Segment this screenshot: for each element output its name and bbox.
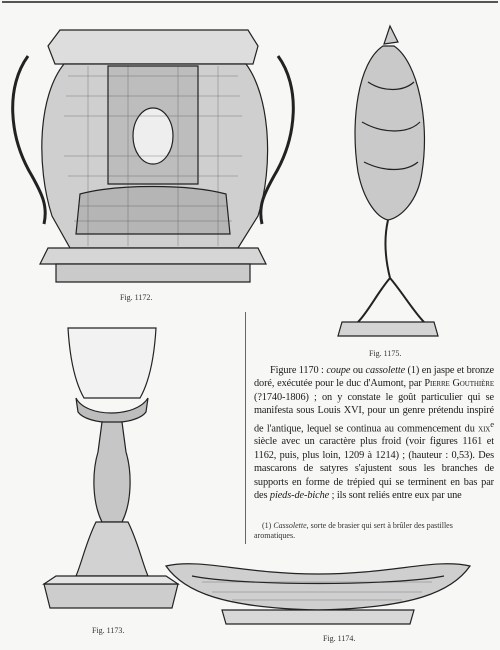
text-run: Figure 1170 : [270, 365, 327, 376]
text-run: (?1740-1806) ; on y constate le goût particulier qui se manifesta sous Louis XVI, pour un genre prétendu inspiré de l'antique, lequel se continua au commencement du [254, 391, 494, 435]
text-run: siècle avec un caractère plus froid (voir figures 1161 et 1162, puis, plus loin, 1209 à 1214) ; (hauteur : 0,53). Des mascarons de satyres s'ajustent sous les branches de supports en forme de trépied qui se terminent en bas par des [254, 436, 494, 502]
paragraph-1170 [254, 364, 494, 502]
text-run: ; ils sont reliés entre eux par une [329, 490, 462, 502]
figure-1172-caption: Fig. 1172. [120, 293, 153, 302]
top-rule [2, 1, 498, 3]
figure-1173-caption: Fig. 1173. [92, 626, 125, 635]
century-numeral: xix [478, 423, 491, 435]
footnote-text: , sorte de brasier qui sert à brûler des pastilles aromatiques. [254, 521, 453, 540]
footnote-term: Cassolette [273, 521, 307, 530]
figure-1174-caption: Fig. 1174. [323, 634, 356, 643]
figure-1175-shell-vase [328, 22, 448, 344]
body-text [254, 364, 494, 502]
footnote [254, 521, 494, 540]
text-run: ou [350, 365, 366, 376]
century-suffix: e [490, 418, 494, 429]
text-run: (1) en jaspe et bronze doré, exécutée pour le duc d'Aumont, par [254, 365, 495, 390]
term-pieds-de-biche: pieds-de-biche [269, 490, 330, 502]
term-coupe: coupe [326, 365, 351, 376]
figure-1174-boat-dish [162, 552, 474, 634]
column-divider [245, 312, 246, 544]
author-name: Pierre Gouthière [424, 378, 494, 390]
term-cassolette: cassolette [365, 365, 406, 376]
figure-1175-caption: Fig. 1175. [369, 349, 402, 358]
figure-1172-wine-cooler [8, 16, 298, 294]
footnote-marker: (1) [262, 521, 274, 530]
